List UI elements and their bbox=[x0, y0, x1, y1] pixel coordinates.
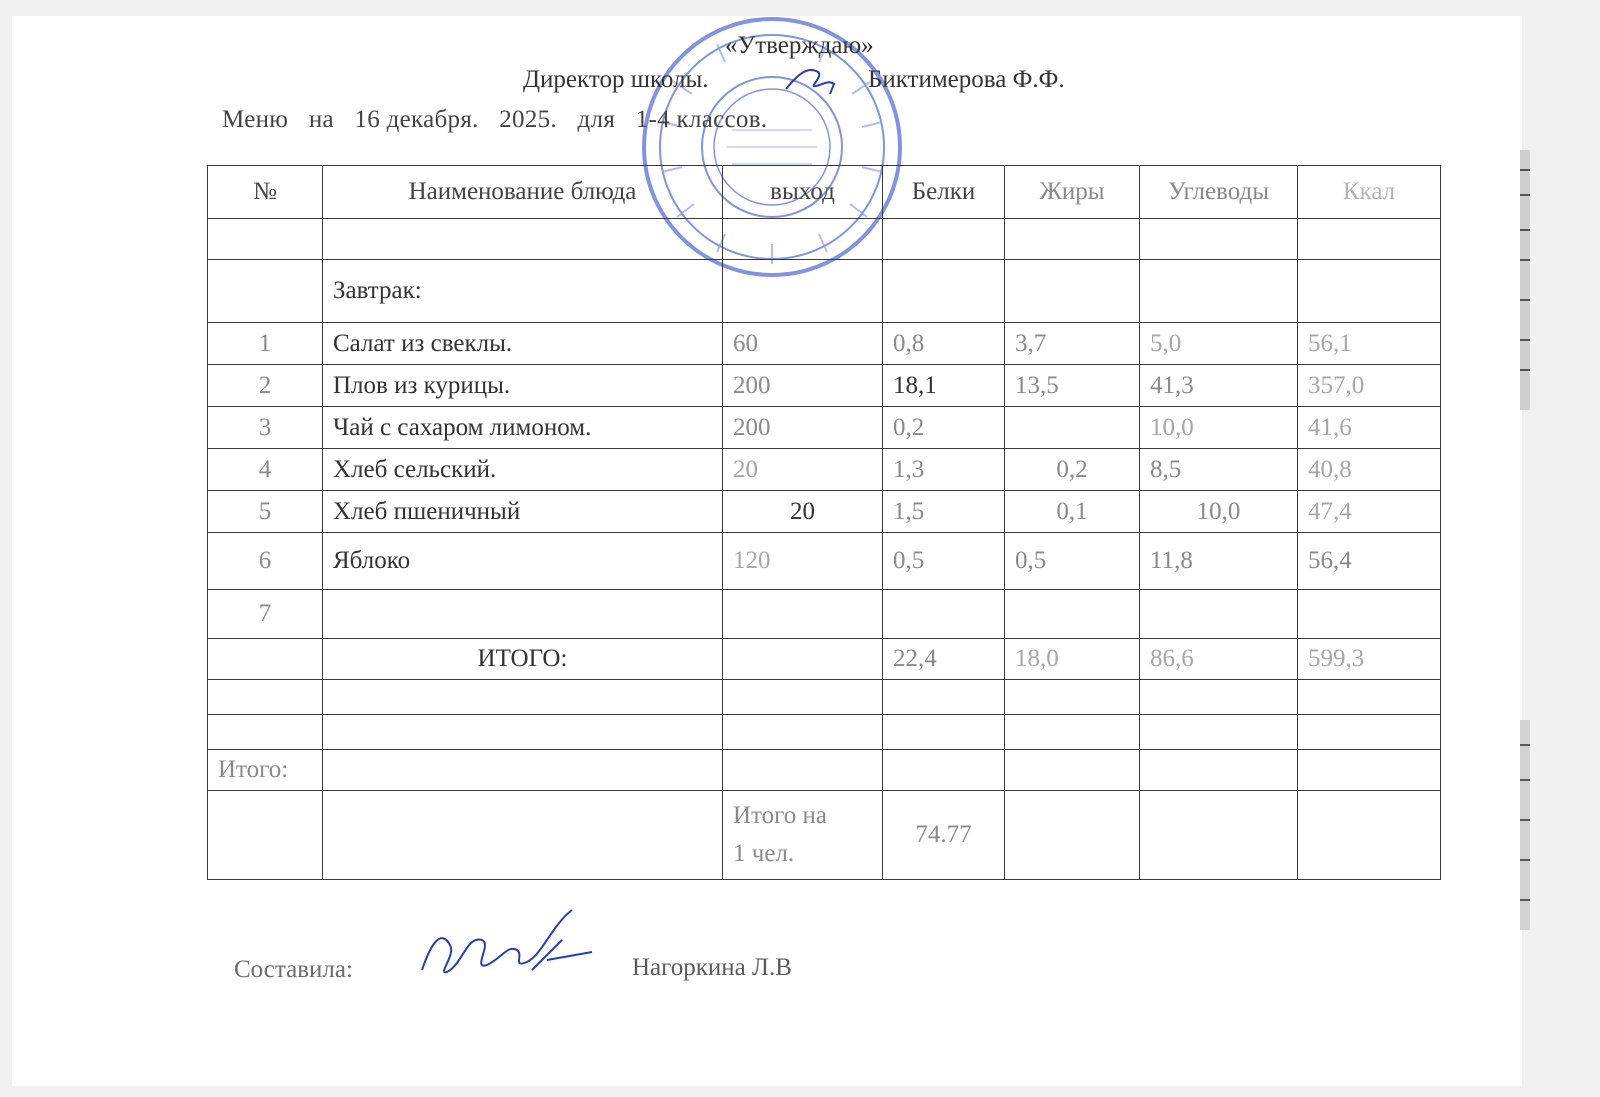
column-header-number: № bbox=[208, 166, 323, 219]
dish-name: Чай с сахаром лимоном. bbox=[323, 407, 723, 449]
dish-name: Яблоко bbox=[323, 533, 723, 590]
table-row bbox=[208, 533, 1441, 590]
total-fat: 18,0 bbox=[1005, 639, 1140, 680]
compiled-by-label: Составила: bbox=[234, 956, 353, 983]
dish-yield bbox=[723, 590, 883, 639]
total-label: ИТОГО: bbox=[323, 639, 723, 680]
dish-kcal: 56,4 bbox=[1298, 533, 1441, 590]
table-row-section bbox=[208, 260, 1441, 323]
dish-yield: 60 bbox=[723, 323, 883, 365]
column-header-kcal: Ккал bbox=[1298, 166, 1441, 219]
per-person-label-line2: 1 чел. bbox=[733, 840, 795, 867]
dish-protein: 0,2 bbox=[883, 407, 1005, 449]
dish-kcal: 47,4 bbox=[1298, 491, 1441, 533]
dish-fat: 3,7 bbox=[1005, 323, 1140, 365]
compiled-by-name: Нагоркина Л.В bbox=[632, 954, 792, 981]
dish-fat: 13,5 bbox=[1005, 365, 1140, 407]
dish-kcal: 357,0 bbox=[1298, 365, 1441, 407]
director-label: Директор школы. bbox=[523, 66, 709, 93]
dish-kcal: 41,6 bbox=[1298, 407, 1441, 449]
table-row bbox=[208, 365, 1441, 407]
table-row bbox=[208, 590, 1441, 639]
table-row-empty bbox=[208, 219, 1441, 260]
table-row-empty bbox=[208, 715, 1441, 750]
compiler-signature bbox=[412, 900, 602, 995]
table-header-row bbox=[208, 166, 1441, 219]
table-row-empty bbox=[208, 680, 1441, 715]
total-carbs: 86,6 bbox=[1140, 639, 1298, 680]
dish-name: Хлеб пшеничный bbox=[323, 491, 723, 533]
table-row bbox=[208, 407, 1441, 449]
director-line bbox=[523, 66, 1065, 94]
row-number: 1 bbox=[208, 323, 323, 365]
approval-heading: «Утверждаю» bbox=[725, 32, 874, 59]
dish-yield: 200 bbox=[723, 365, 883, 407]
per-person-label-line1: Итого на bbox=[733, 802, 828, 829]
dish-yield: 120 bbox=[723, 533, 883, 590]
table-row-total bbox=[208, 639, 1441, 680]
scan-artifact bbox=[1520, 720, 1530, 930]
menu-title bbox=[222, 106, 781, 134]
dish-carbs: 10,0 bbox=[1140, 491, 1298, 533]
dish-fat: 0,2 bbox=[1005, 449, 1140, 491]
dish-protein: 1,3 bbox=[883, 449, 1005, 491]
column-header-protein: Белки bbox=[883, 166, 1005, 219]
dish-yield: 200 bbox=[723, 407, 883, 449]
column-header-dish-name: Наименование блюда bbox=[323, 166, 723, 219]
per-person-value: 74.77 bbox=[883, 791, 1005, 880]
row-number: 5 bbox=[208, 491, 323, 533]
menu-classes: 1-4 классов. bbox=[635, 106, 768, 133]
per-person-label bbox=[723, 791, 883, 880]
dish-carbs: 41,3 bbox=[1140, 365, 1298, 407]
scan-artifact bbox=[1520, 150, 1530, 410]
table-row-itogo bbox=[208, 750, 1441, 791]
row-number: 7 bbox=[208, 590, 323, 639]
table-row bbox=[208, 491, 1441, 533]
dish-protein: 18,1 bbox=[883, 365, 1005, 407]
total-kcal: 599,3 bbox=[1298, 639, 1441, 680]
director-signature bbox=[778, 54, 848, 104]
dish-fat bbox=[1005, 590, 1140, 639]
table-row-per-person bbox=[208, 791, 1441, 880]
section-label-breakfast: Завтрак: bbox=[323, 260, 723, 323]
dish-name: Салат из свеклы. bbox=[323, 323, 723, 365]
menu-title-on: на bbox=[308, 106, 334, 133]
dish-protein: 1,5 bbox=[883, 491, 1005, 533]
table-row bbox=[208, 449, 1441, 491]
row-number: 2 bbox=[208, 365, 323, 407]
dish-carbs bbox=[1140, 590, 1298, 639]
row-number: 4 bbox=[208, 449, 323, 491]
dish-kcal: 56,1 bbox=[1298, 323, 1441, 365]
row-number: 3 bbox=[208, 407, 323, 449]
dish-kcal bbox=[1298, 590, 1441, 639]
dish-protein bbox=[883, 590, 1005, 639]
menu-year: 2025. bbox=[499, 106, 557, 133]
dish-carbs: 11,8 bbox=[1140, 533, 1298, 590]
dish-carbs: 10,0 bbox=[1140, 407, 1298, 449]
menu-title-for: для bbox=[577, 106, 616, 133]
dish-yield: 20 bbox=[723, 491, 883, 533]
director-name: Биктимерова Ф.Ф. bbox=[868, 66, 1065, 93]
dish-carbs: 8,5 bbox=[1140, 449, 1298, 491]
dish-yield: 20 bbox=[723, 449, 883, 491]
dish-fat: 0,5 bbox=[1005, 533, 1140, 590]
dish-protein: 0,5 bbox=[883, 533, 1005, 590]
dish-name bbox=[323, 590, 723, 639]
menu-date: 16 декабря. bbox=[354, 106, 479, 133]
dish-protein: 0,8 bbox=[883, 323, 1005, 365]
dish-carbs: 5,0 bbox=[1140, 323, 1298, 365]
dish-kcal: 40,8 bbox=[1298, 449, 1441, 491]
dish-fat: 0,1 bbox=[1005, 491, 1140, 533]
dish-fat bbox=[1005, 407, 1140, 449]
row-number: 6 bbox=[208, 533, 323, 590]
itogo-label: Итого: bbox=[208, 750, 323, 791]
column-header-fat: Жиры bbox=[1005, 166, 1140, 219]
column-header-yield: выход bbox=[723, 166, 883, 219]
dish-name: Хлеб сельский. bbox=[323, 449, 723, 491]
total-protein: 22,4 bbox=[883, 639, 1005, 680]
dish-name: Плов из курицы. bbox=[323, 365, 723, 407]
column-header-carbs: Углеводы bbox=[1140, 166, 1298, 219]
menu-table bbox=[207, 165, 1441, 880]
table-row bbox=[208, 323, 1441, 365]
menu-title-word: Меню bbox=[222, 106, 289, 133]
